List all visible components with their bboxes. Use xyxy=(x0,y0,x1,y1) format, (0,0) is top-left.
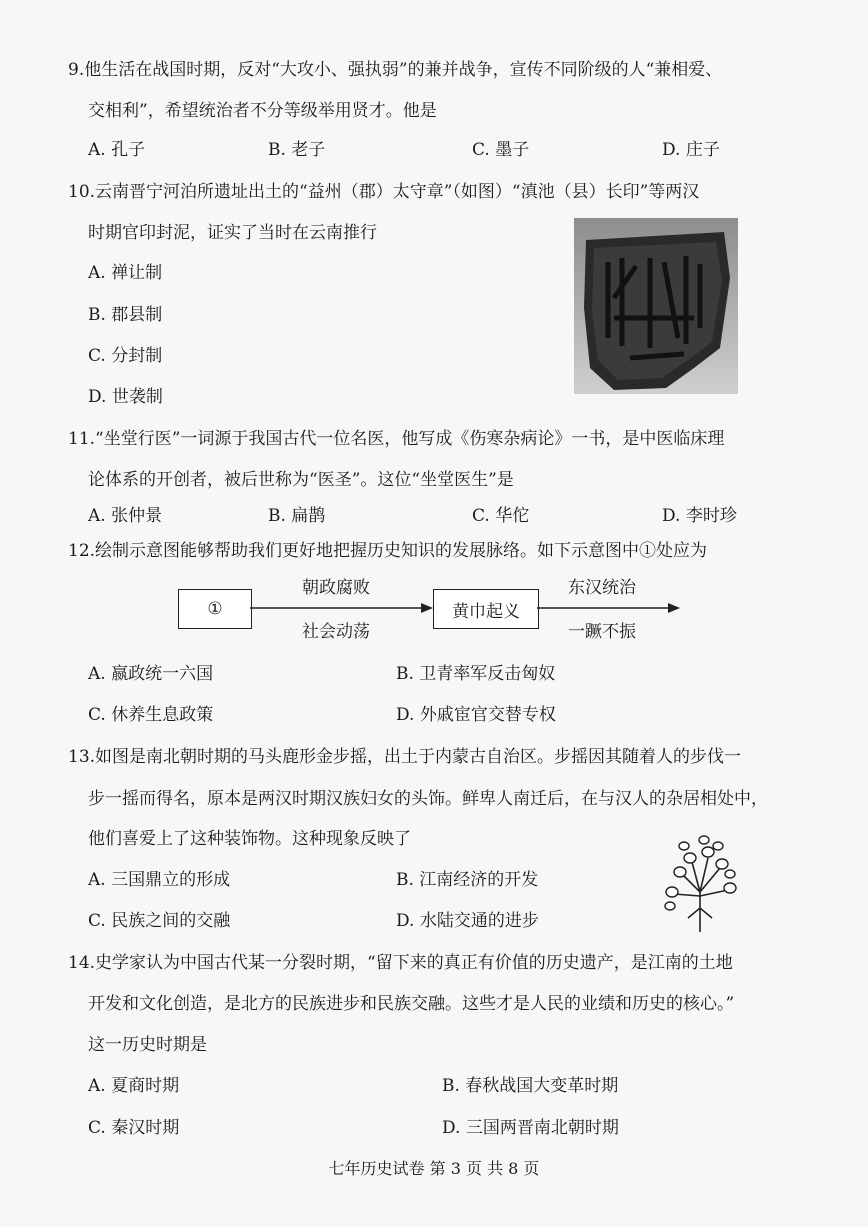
q9-option-a[interactable]: A. 孔子 xyxy=(88,140,146,160)
q14-option-b[interactable]: B. 春秋战国大变革时期 xyxy=(442,1076,619,1096)
diagram-box-yellow-turban: 黄巾起义 xyxy=(433,589,539,629)
q9-option-d[interactable]: D. 庄子 xyxy=(662,140,720,160)
q10-option-d[interactable]: D. 世袭制 xyxy=(88,387,163,407)
diagram-arrow1-bottom-label: 社会动荡 xyxy=(302,622,370,642)
seal-clay-photo xyxy=(574,218,738,394)
q13-option-b[interactable]: B. 江南经济的开发 xyxy=(396,870,539,890)
q13-stem-line3: 他们喜爱上了这种装饰物。这种现象反映了 xyxy=(88,829,411,849)
q12-stem-line1: 12.绘制示意图能够帮助我们更好地把握历史知识的发展脉络。如下示意图中①处应为 xyxy=(68,541,708,561)
diagram-arrow2-top-label: 东汉统治 xyxy=(568,578,636,598)
diagram-arrow1-head xyxy=(421,603,433,613)
q10-option-c[interactable]: C. 分封制 xyxy=(88,346,163,366)
q10-option-b[interactable]: B. 郡县制 xyxy=(88,305,163,325)
q12-option-a[interactable]: A. 嬴政统一六国 xyxy=(88,664,214,684)
q11-option-b[interactable]: B. 扁鹊 xyxy=(268,506,326,526)
diagram-arrows xyxy=(250,598,682,618)
q13-option-a[interactable]: A. 三国鼎立的形成 xyxy=(88,870,231,890)
gold-buyao-drawing xyxy=(658,832,742,936)
q14-stem-line3: 这一历史时期是 xyxy=(88,1035,207,1055)
q13-option-c[interactable]: C. 民族之间的交融 xyxy=(88,911,231,931)
q11-option-d[interactable]: D. 李时珍 xyxy=(662,506,737,526)
q9-stem-line2: 交相利”，希望统治者不分等级举用贤才。他是 xyxy=(88,101,437,121)
q14-stem-line1: 14.史学家认为中国古代某一分裂时期，“留下来的真正有价值的历史遗产，是江南的土地 xyxy=(68,953,733,973)
q13-option-d[interactable]: D. 水陆交通的进步 xyxy=(396,911,539,931)
q13-stem-line1: 13.如图是南北朝时期的马头鹿形金步摇，出土于内蒙古自治区。步摇因其随着人的步伐一 xyxy=(68,747,742,767)
q14-stem-line2: 开发和文化创造，是北方的民族进步和民族交融。这些才是人民的业绩和历史的核心。” xyxy=(88,994,735,1014)
page-footer: 七年历史试卷 第 3 页 共 8 页 xyxy=(328,1159,540,1178)
q9-option-c[interactable]: C. 墨子 xyxy=(472,140,530,160)
q13-stem-line2: 步一摇而得名，原本是两汉时期汉族妇女的头饰。鲜卑人南迁后，在与汉人的杂居相处中， xyxy=(88,789,768,809)
diagram-arrow2-bottom-label: 一蹶不振 xyxy=(568,622,636,642)
q11-stem-line2: 论体系的开创者，被后世称为“医圣”。这位“坐堂医生”是 xyxy=(88,470,514,490)
q10-stem-line1: 10.云南晋宁河泊所遗址出土的“益州（郡）太守章”（如图）“滇池（县）长印”等两汉 xyxy=(68,182,700,202)
q12-option-b[interactable]: B. 卫青率军反击匈奴 xyxy=(396,664,556,684)
q10-stem-line2: 时期官印封泥，证实了当时在云南推行 xyxy=(88,223,377,243)
diagram-arrow1-top-label: 朝政腐败 xyxy=(302,578,370,598)
q10-option-a[interactable]: A. 禅让制 xyxy=(88,263,163,283)
q9-stem-line1: 9.他生活在战国时期，反对“大攻小、强执弱”的兼并战争，宣传不同阶级的人“兼相爱、 xyxy=(68,60,723,80)
diagram-arrow2-head xyxy=(668,603,680,613)
q11-option-c[interactable]: C. 华佗 xyxy=(472,506,530,526)
q9-option-b[interactable]: B. 老子 xyxy=(268,140,326,160)
q12-option-d[interactable]: D. 外戚宦官交替专权 xyxy=(396,705,556,725)
q14-option-a[interactable]: A. 夏商时期 xyxy=(88,1076,180,1096)
q12-option-c[interactable]: C. 休养生息政策 xyxy=(88,705,214,725)
q14-option-d[interactable]: D. 三国两晋南北朝时期 xyxy=(442,1118,619,1138)
q11-option-a[interactable]: A. 张仲景 xyxy=(88,506,163,526)
diagram-box-blank: ① xyxy=(178,589,252,629)
q14-option-c[interactable]: C. 秦汉时期 xyxy=(88,1118,180,1138)
q11-stem-line1: 11.“坐堂行医”一词源于我国古代一位名医，他写成《伤寒杂病论》一书，是中医临床理 xyxy=(68,429,725,449)
